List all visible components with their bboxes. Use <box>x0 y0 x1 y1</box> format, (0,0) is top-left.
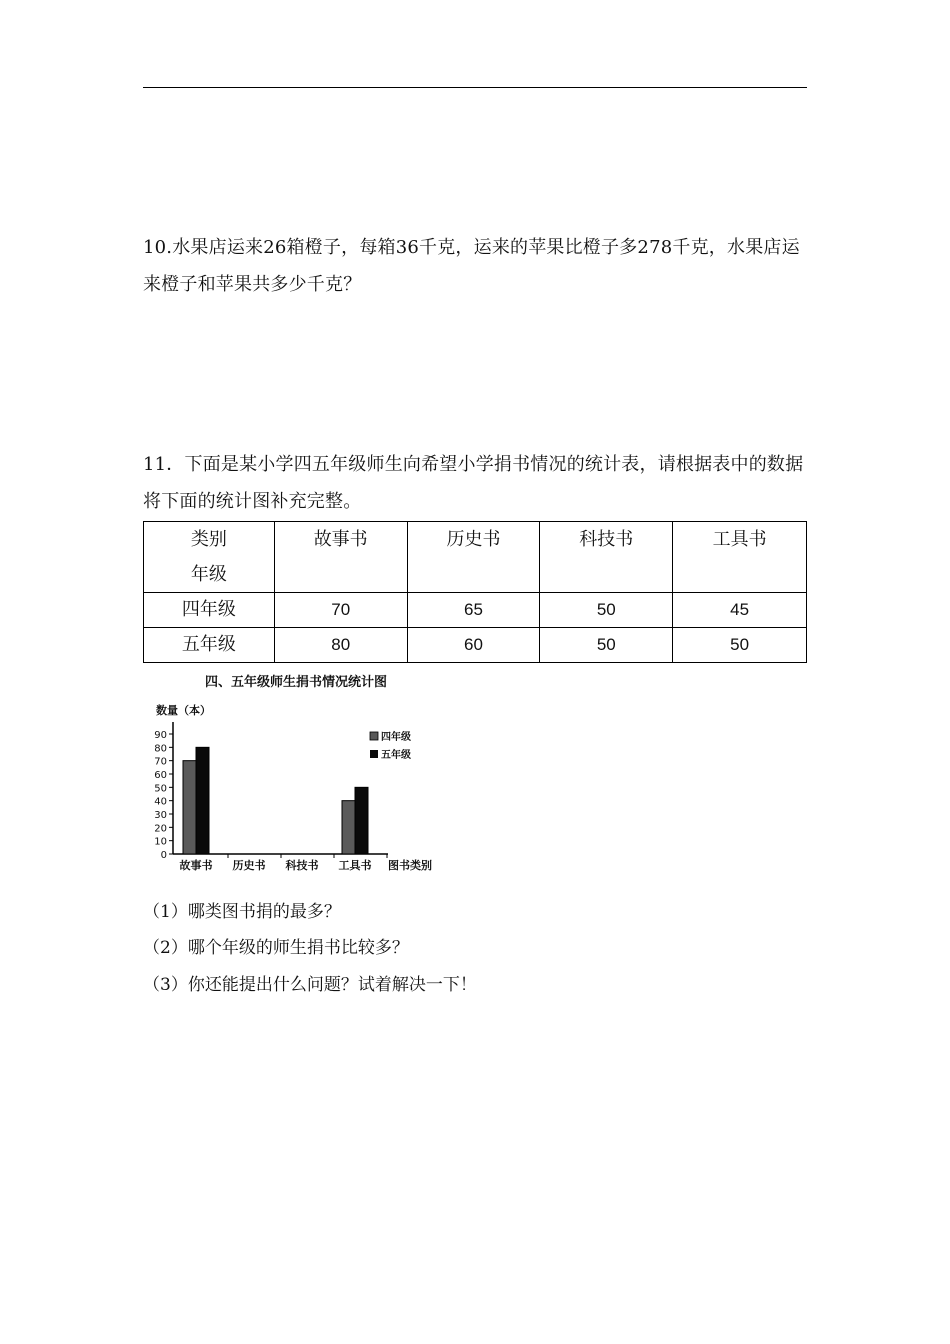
y-tick-label: 90 <box>154 730 167 741</box>
table-corner-cell <box>144 522 275 593</box>
y-tick-label: 30 <box>154 810 167 821</box>
row-label: 五年级 <box>144 628 275 663</box>
table-cell: 50 <box>540 593 673 628</box>
statistics-table <box>143 521 807 663</box>
table-header-cell: 工具书 <box>673 522 807 593</box>
legend-swatch-grade5 <box>370 750 378 758</box>
y-tick-label: 40 <box>154 796 167 808</box>
bar-chart <box>148 666 448 878</box>
table-cell: 65 <box>407 593 540 628</box>
bar <box>355 787 368 854</box>
y-tick-label: 50 <box>154 783 167 795</box>
y-tick-label: 10 <box>154 836 167 848</box>
y-tick-label: 80 <box>154 743 167 755</box>
corner-grade-label: 年级 <box>190 564 227 585</box>
table-row <box>144 593 807 628</box>
x-category-label: 故事书 <box>179 859 213 872</box>
y-axis-label: 数量（本） <box>156 704 211 717</box>
chart-title: 四、五年级师生捐书情况统计图 <box>205 675 388 690</box>
table-header-row <box>144 522 807 593</box>
y-tick-label: 70 <box>154 756 167 768</box>
table-cell: 45 <box>673 593 807 628</box>
bar <box>183 761 196 854</box>
legend-label-grade4: 四年级 <box>381 732 411 743</box>
x-category-label: 工具书 <box>338 859 372 872</box>
corner-category-label: 类别 <box>190 529 227 550</box>
legend-swatch-grade4 <box>370 732 378 740</box>
table-header-cell: 科技书 <box>540 522 673 593</box>
question-11-text: 11．下面是某小学四五年级师生向希望小学捐书情况的统计表，请根据表中的数据将下面的统计图补充完整。 <box>143 454 804 512</box>
bar <box>196 747 209 854</box>
table-row <box>144 628 807 663</box>
table-cell: 80 <box>274 628 407 663</box>
subquestion-2: （2）哪个年级的师生捐书比较多？ <box>143 938 409 958</box>
subquestion-3: （3）你还能提出什么问题？试着解决一下！ <box>143 975 477 995</box>
header-rule <box>143 87 807 88</box>
table-cell: 70 <box>274 593 407 628</box>
x-category-label: 历史书 <box>232 859 266 872</box>
row-label: 四年级 <box>144 593 275 628</box>
x-axis-label: 图书类别 <box>388 859 432 872</box>
table-cell: 60 <box>407 628 540 663</box>
table-cell: 50 <box>540 628 673 663</box>
table-header-cell: 故事书 <box>274 522 407 593</box>
y-tick-label: 0 <box>160 850 167 861</box>
y-tick-label: 60 <box>154 770 167 781</box>
legend-label-grade5: 五年级 <box>381 750 411 761</box>
subquestion-1: （1）哪类图书捐的最多？ <box>143 902 341 922</box>
question-10-text: 10.水果店运来26箱橙子，每箱36千克，运来的苹果比橙子多278千克，水果店运来橙子和苹果共多少千克？ <box>143 237 800 295</box>
y-tick-label: 20 <box>154 823 167 835</box>
bar <box>342 801 355 854</box>
x-category-label: 科技书 <box>285 859 319 872</box>
table-header-cell: 历史书 <box>407 522 540 593</box>
table-cell: 50 <box>673 628 807 663</box>
